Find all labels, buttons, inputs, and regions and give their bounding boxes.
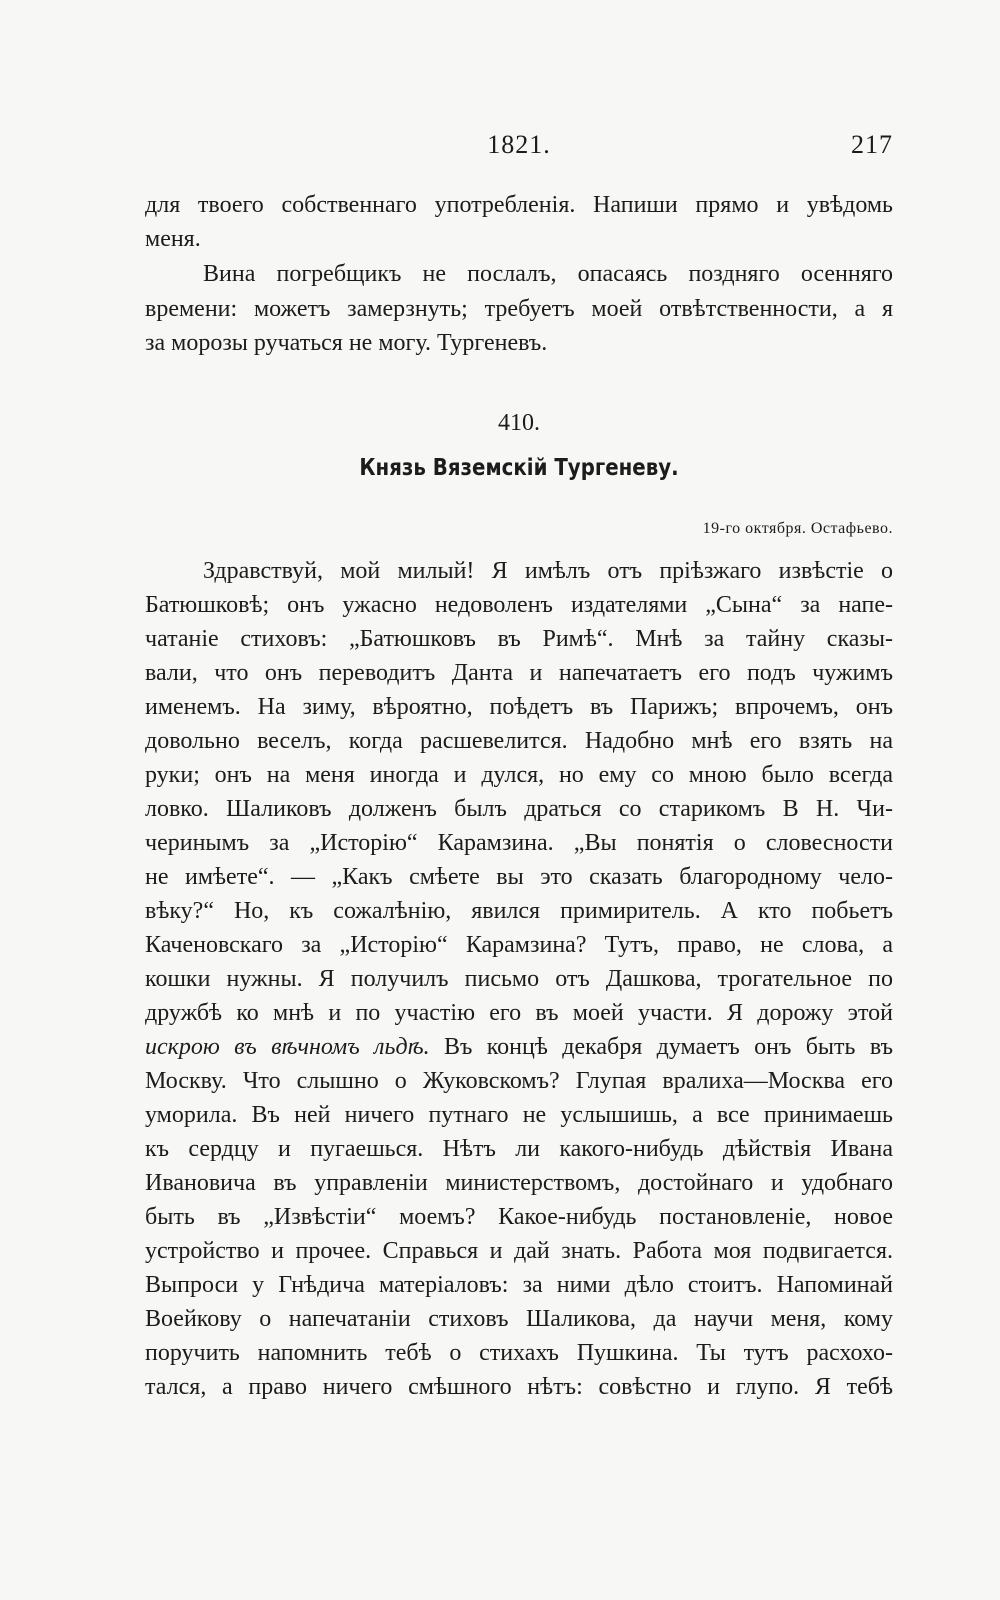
letter-line: Ивановича въ управленіи министерствомъ, достойнаго и удобнаго xyxy=(145,1170,893,1196)
letter-line: вали, что онъ переводитъ Данта и напечатаетъ его подъ чужимъ xyxy=(145,660,893,686)
letter-line: руки; онъ на меня иногда и дулся, но ему со мною было всегда xyxy=(145,762,893,788)
letter-line: устройство и прочее. Справься и дай знать. Работа моя подвигается. xyxy=(145,1238,893,1264)
continuation-line: за морозы ручаться не могу. Тургеневъ. xyxy=(145,330,548,356)
letter-line-with-italic xyxy=(145,1030,893,1064)
letter-dateline: 19-го октября. Остафьево. xyxy=(702,520,893,537)
letter-line: тался, а право ничего смѣшного нѣтъ: совѣстно и глупо. Я тебѣ xyxy=(145,1374,893,1400)
letter-line: Выпроси у Гнѣдича матеріаловъ: за ними дѣло стоитъ. Напоминай xyxy=(145,1272,893,1298)
letter-line: не имѣете“. — „Какъ смѣете вы это сказать благородному чело- xyxy=(145,864,893,890)
continuation-line: Вина погребщикъ не послалъ, опасаясь поздняго осенняго xyxy=(203,261,893,287)
letter-line: Воейкову о напечатаніи стиховъ Шаликова, да научи меня, кому xyxy=(145,1306,893,1332)
letter-line: чатаніе стиховъ: „Батюшковъ въ Римѣ“. Мнѣ за тайну сказы- xyxy=(145,626,893,652)
letter-line: именемъ. На зиму, вѣроятно, поѣдетъ въ Парижъ; впрочемъ, онъ xyxy=(145,694,893,720)
letter-line: вѣку?“ Но, къ сожалѣнію, явился примиритель. А кто побьетъ xyxy=(145,898,893,924)
letter-line: Каченовскаго за „Исторію“ Карамзина? Тутъ, право, не слова, а xyxy=(145,932,893,958)
letter-line: черинымъ за „Исторію“ Карамзина. „Вы понятія о словесности xyxy=(145,830,893,856)
letter-line: быть въ „Извѣстіи“ моемъ? Какое-нибудь постановленіе, новое xyxy=(145,1204,893,1230)
page-number: 217 xyxy=(851,130,893,159)
running-head-year: 1821. xyxy=(487,130,551,159)
letter-line: ловко. Шаликовъ долженъ былъ драться со старикомъ В Н. Чи- xyxy=(145,796,893,822)
letter-heading: Князь Вяземскій Тургеневу. xyxy=(359,455,679,481)
continuation-line: времени: можетъ замерзнуть; требуетъ моей отвѣтственности, а я xyxy=(145,296,893,322)
letter-line: уморила. Въ ней ничего путнаго не услышишь, а все принимаешь xyxy=(145,1102,893,1128)
letter-line: довольно веселъ, когда расшевелится. Надобно мнѣ его взять на xyxy=(145,728,893,754)
letter-line: къ сердцу и пугаешься. Нѣтъ ли какого-нибудь дѣйствія Ивана xyxy=(145,1136,893,1162)
italic-phrase: искрою въ вѣчномъ льдѣ. xyxy=(145,1034,430,1060)
continuation-line: для твоего собственнаго употребленія. Напиши прямо и увѣдомь xyxy=(145,192,893,218)
letter-line: кошки нужны. Я получилъ письмо отъ Дашкова, трогательное по xyxy=(145,966,893,992)
letter-line: Москву. Что слышно о Жуковскомъ? Глупая вралиха—Москва его xyxy=(145,1068,893,1094)
continuation-line: меня. xyxy=(145,226,201,252)
letter-line: поручить напомнить тебѣ о стихахъ Пушкина. Ты тутъ расхохо- xyxy=(145,1340,893,1366)
letter-number: 410. xyxy=(498,410,540,436)
letter-line: Здравствуй, мой милый! Я имѣлъ отъ пріѣзжаго извѣстіе о xyxy=(203,558,893,584)
running-head xyxy=(145,130,893,166)
letter-line-rest: Въ концѣ декабря думаетъ онъ быть въ xyxy=(429,1034,893,1060)
letter-line: Батюшковѣ; онъ ужасно недоволенъ издателями „Сына“ за напе- xyxy=(145,592,893,618)
letter-line: дружбѣ ко мнѣ и по участію его въ моей участи. Я дорожу этой xyxy=(145,1000,893,1026)
